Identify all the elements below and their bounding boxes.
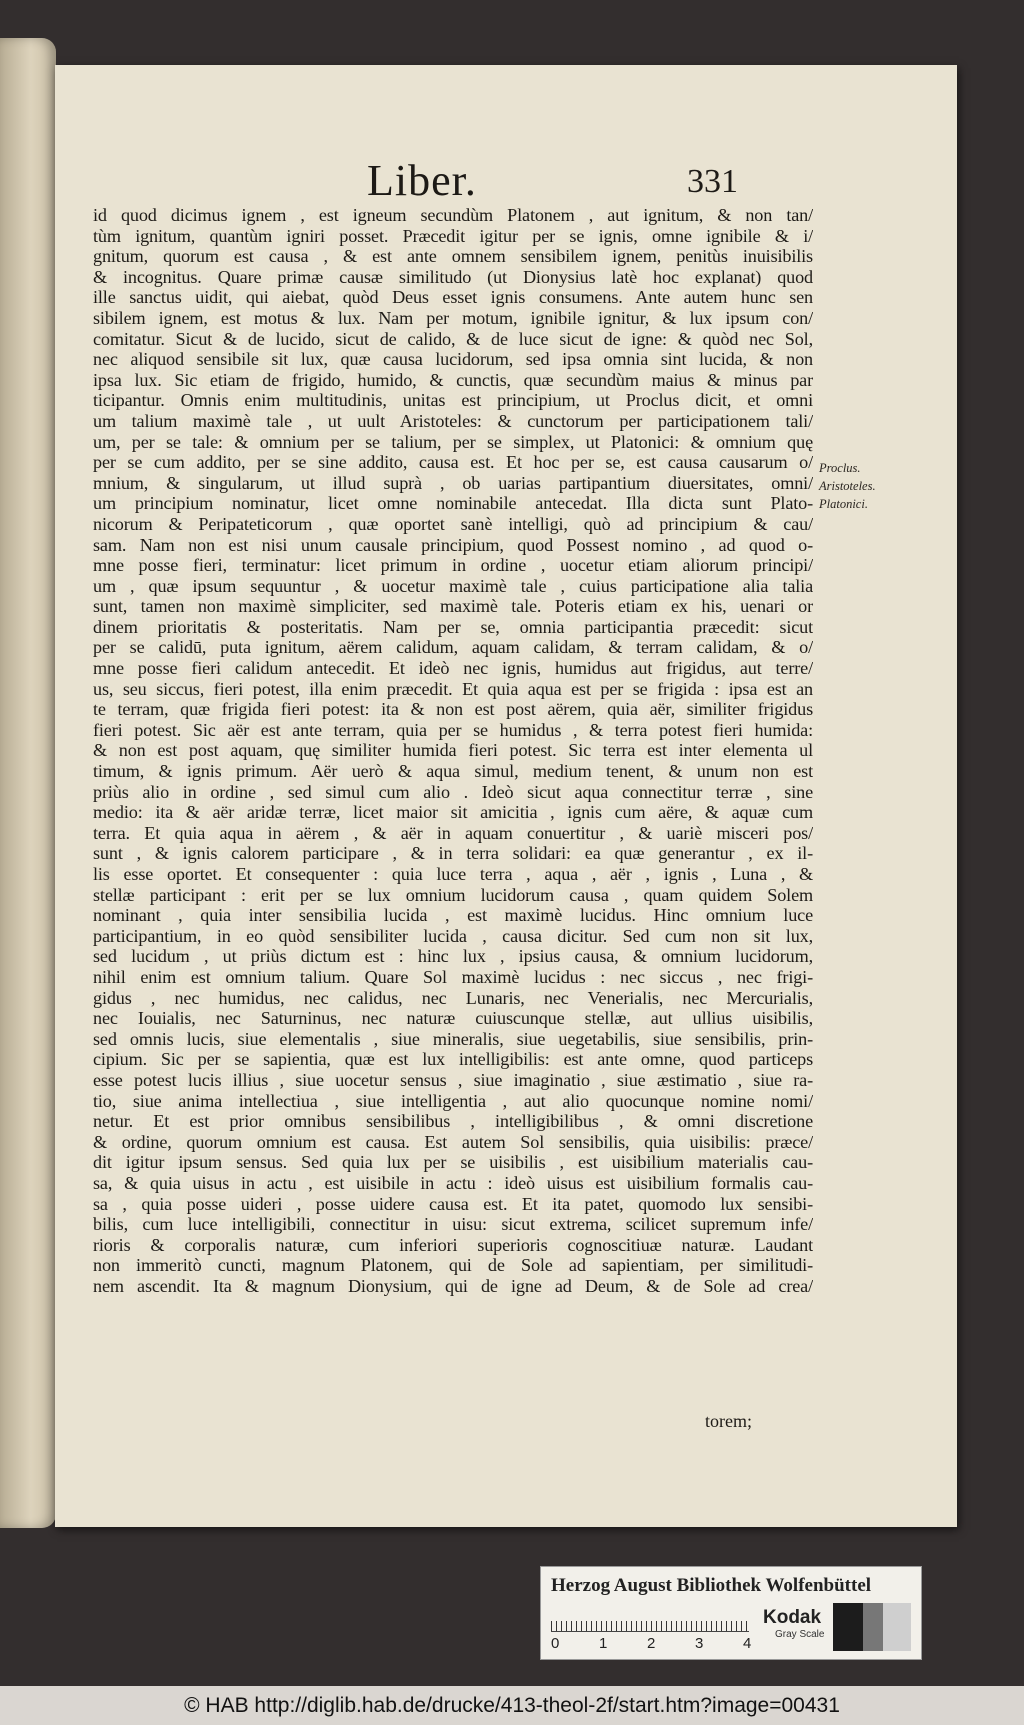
text-line: non immeritò cuncti, magnum Platonem, qui de Sole ad sapientiam, per similitudi- [93, 1255, 813, 1276]
book-page [55, 65, 957, 1527]
text-line: per se cum addito, per se sine addito, causa est. Et hoc per se, est causa causarum o/ [93, 452, 813, 473]
text-line: terra. Et quia aqua in aërem , & aër in aquam conuertitur , & uariè misceri pos/ [93, 822, 813, 843]
text-line: & non est post aquam, quę similiter humida fieri potest. Sic terra est inter elementa ul [93, 740, 813, 761]
page-number: 331 [687, 163, 738, 200]
text-line: ipsa lux. Sic etiam de frigido, humido, & cunctis, quæ secundùm maius & minus par [93, 369, 813, 390]
text-line: & ordine, quorum omnium est causa. Est autem Sol sensibilis, quia uisibilis: præce/ [93, 1131, 813, 1152]
text-line: id quod dicimus ignem , est igneum secundùm Platonem , aut ignitum, & non tan/ [93, 205, 813, 225]
kodak-brand: Kodak [763, 1607, 822, 1628]
text-line: te terram, quæ frigida fieri potest: ita & non est post aërem, quia aër, similiter frigidus [93, 699, 813, 720]
text-line: um, per se tale: & omnium per se talium, per se simplex, ut Platonici: & omnium quę [93, 431, 813, 452]
text-line: nec aliquod sensibile sit lux, quæ causa lucidorum, sed ipsa omnia sint lucida, & non [93, 349, 813, 370]
running-head-title: Liber. [367, 156, 477, 205]
ruler-number: 4 [743, 1635, 752, 1652]
text-line: sed lucidum , ut priùs dictum est : hinc lux , ipsius causa, & omnium lucidorum, [93, 946, 813, 967]
text-line: sa, & quia uisus in actu , est uisibile in actu : ideò uisus est uisibilium formalis cau- [93, 1172, 813, 1193]
text-line: sa , quia posse uideri , posse uidere causa est. Et ita patet, quomodo lux sensibi- [93, 1193, 813, 1214]
catchword: torem; [705, 1411, 752, 1431]
text-line: participantium, in eo quòd sensibiliter lucida , causa dicitur. Sed cum non sit lux, [93, 925, 813, 946]
ruler-number: 3 [695, 1635, 704, 1652]
text-line: sibilem ignem, est motus & lux. Nam per motum, ignibile ignitur, & lux ipsum con/ [93, 307, 813, 328]
text-line: nihil enim est omnium talium. Quare Sol maximè lucidus : nec siccus , nec frigi- [93, 966, 813, 987]
text-line: ille sanctus uidit, qui aiebat, quòd Deus esset ignis consumens. Ante autem hunc sen [93, 287, 813, 308]
kodak-gray-scale: Gray Scale [775, 1629, 825, 1640]
text-line: mne posse fieri calidum antecedit. Et ideò nec ignis, humidus aut frigidus, aut terre/ [93, 658, 813, 679]
text-line: timum, & ignis primum. Aër uerò & aqua simul, medium tenent, & unum non est [93, 761, 813, 782]
facing-page-edge [0, 38, 56, 1528]
marginal-note: Proclus. [819, 461, 861, 475]
text-line: dit igitur ipsum sensus. Sed quia lux per se uisibilis , est uisibilium materialis cau- [93, 1152, 813, 1173]
ruler-numbers [551, 1635, 763, 1655]
text-line: priùs alio in ordine , sed simul cum alio . Ideò sicut aqua connectitur terræ , sine [93, 781, 813, 802]
gray-swatch-dark [833, 1603, 863, 1651]
text-line: dinem prioritatis & posteritatis. Nam per se, omnia participantia præcedit: sicut [93, 616, 813, 637]
scale-ruler [551, 1609, 749, 1632]
text-line: um talium maximè tale , ut uult Aristoteles: & cunctorum per participationem tali/ [93, 410, 813, 431]
text-line: mne posse fieri, terminatur: licet primum in ordine , uocetur etiam aliorum principi/ [93, 555, 813, 576]
text-line: nicorum & Peripateticorum , quæ oportet sanè intelligi, quò ad principium & cau/ [93, 513, 813, 534]
text-line: um , quæ ipsum sequuntur , & uocetur maximè tale , cuius participatione alia talia [93, 575, 813, 596]
text-line: comitatur. Sicut & de lucido, sicut de calido, & de luce sicut de igne: & quòd nec Sol, [93, 328, 813, 349]
ruler-number: 1 [599, 1635, 608, 1652]
text-line: gidus , nec humidus, nec calidus, nec Lunaris, nec Venerialis, nec Mercurialis, [93, 987, 813, 1008]
text-line: tio, siue anima intellectiua , siue intelligentia , aut alio quocunque nomine nomi/ [93, 1090, 813, 1111]
ruler-number: 2 [647, 1635, 656, 1652]
text-line: sam. Nam non est nisi unum causale principium, quod Possest nomino , ad quod o- [93, 534, 813, 555]
text-line: lis esse oportet. Et consequenter : quia luce terra , aqua , aër , ignis , Luna , & [93, 864, 813, 884]
text-line: esse potest lucis illius , siue uocetur sensus , siue imaginatio , siue æstimatio , siue ra- [93, 1069, 813, 1090]
text-line: sunt , & ignis calorem participare , & in terra solidari: ea quæ generantur , ex il- [93, 843, 813, 864]
text-line: gnitum, quorum est causa , & est ante omnem sensibilem ignem, penitùs inuisibilis [93, 246, 813, 267]
body-text [93, 205, 813, 1296]
text-line: medio: ita & aër aridæ terræ, licet maior sit amicitia , ignis cum aëre, & aquæ cum [93, 802, 813, 823]
marginal-note: Platonici. [819, 497, 868, 511]
text-line: sunt, tamen non maximè simpliciter, sed maximè tale. Poteris etiam ex his, uenari or [93, 596, 813, 617]
copyright-footer: © HAB http://diglib.hab.de/drucke/413-theol-2f/start.htm?image=00431 [0, 1686, 1024, 1725]
library-name: Herzog August Bibliothek Wolfenbüttel [551, 1575, 872, 1596]
text-line: & incognitus. Quare primæ causæ similitudo (ut Dionysius latè hoc explanat) quod [93, 266, 813, 287]
kodak-label [763, 1607, 824, 1640]
text-line: mnium, & singularum, ut illud suprà , ob uarias partipantium diuersitates, omni/ [93, 472, 813, 493]
gray-swatch-mid [863, 1603, 883, 1651]
marginal-notes [819, 459, 899, 513]
text-line: cipium. Sic per se sapientia, quæ est lux intelligibilis: est ante omne, quod particeps [93, 1049, 813, 1070]
ruler-number: 0 [551, 1635, 560, 1652]
text-line: tùm ignitum, quantùm igniri posset. Præcedit igitur per se ignis, omne ignibile & i/ [93, 225, 813, 246]
text-line: sed omnis lucis, siue elementalis , siue mineralis, siue uegetabilis, siue sensibilis, prin- [93, 1028, 813, 1049]
gray-swatch-light [883, 1603, 911, 1651]
text-line: us, seu siccus, fieri potest, illa enim præcedit. Et quia aqua est per se frigida : ipsa est an [93, 678, 813, 699]
text-line: netur. Et est prior omnibus sensibilibus , intelligibilibus , & omni discretione [93, 1111, 813, 1132]
text-line: nec Iouialis, nec Saturninus, nec naturæ cuiuscunque stellæ, aut ullius uisibilis, [93, 1008, 813, 1029]
marginal-note: Aristoteles. [819, 479, 876, 493]
text-line: stellæ participant : erit per se lux omnium lucidorum causa , quam quidem Solem [93, 884, 813, 905]
text-line: per se calidū, puta ignitum, aërem calidum, aquam calidam, & terram calidam, & o/ [93, 637, 813, 658]
text-line: bilis, cum luce intelligibili, connectitur in uisu: sicut extrema, scilicet supremum infe/ [93, 1214, 813, 1235]
color-calibration-card [540, 1566, 922, 1660]
text-line: fieri potest. Sic aër est ante terram, quia per se humidus , & terra potest fieri humida: [93, 719, 813, 740]
text-line: nominant , quia inter sensibilia lucida , est maximè lucidus. Hinc omnium luce [93, 905, 813, 926]
text-line: ticipantur. Omnis enim multitudinis, unitas est principium, ut Proclus dicit, et omni [93, 390, 813, 411]
text-line: nem ascendit. Ita & magnum Dionysium, qui de igne ad Deum, & de Sole ad crea/ [93, 1275, 813, 1296]
text-line: rioris & corporalis naturæ, cum inferiori superioris cognoscitiuæ naturæ. Laudant [93, 1234, 813, 1255]
text-line: um principium nominatur, licet omne nominabile antecedat. Illa dicta sunt Plato- [93, 493, 813, 514]
